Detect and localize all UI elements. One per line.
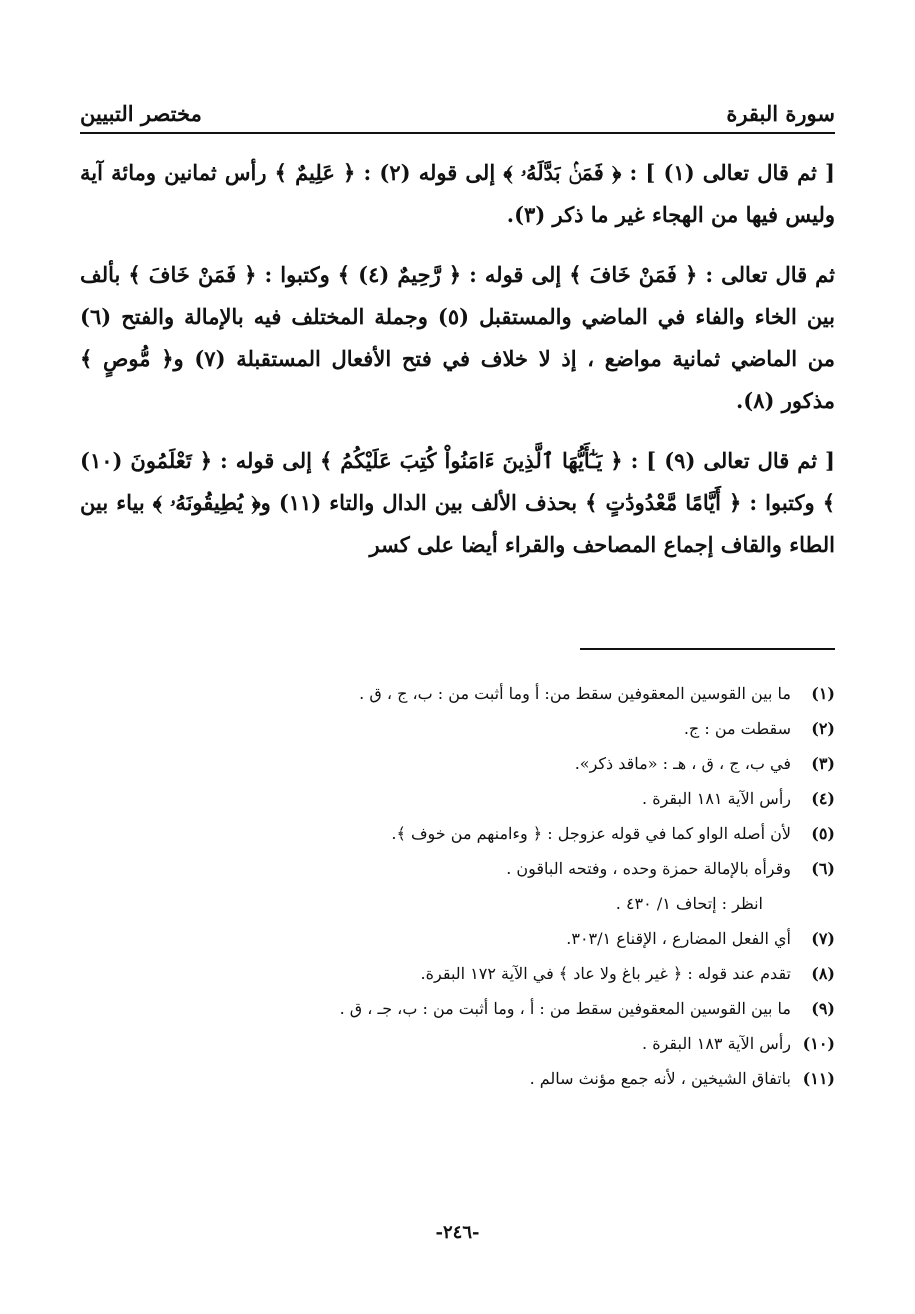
footnote-text: تقدم عند قوله : ﴿ غير باغ ولا عاد ﴾ في الآية ١٧٢ البقرة. (420, 964, 791, 983)
footnote-number: (٩) (811, 999, 835, 1018)
footnote (80, 851, 835, 886)
footnote-text: لأن أصله الواو كما في قوله عزوجل : ﴿ وءامنهم من خوف ﴾. (391, 824, 791, 843)
footnote-number: (١) (811, 684, 835, 703)
paragraph: [ ثم قال تعالى (٩) ] : ﴿ يَـٰٓأَيُّهَا ٱلَّذِينَ ءَامَنُواْ كُتِبَ عَلَيْكُمُ ﴾ إلى قوله : ﴿ تَعْلَمُونَ (١٠) ﴾ وكتبوا : ﴿ أَيَّامًا مَّعْدُودَٰتٍ ﴾ بحذف الألف بين الدال والتاء (١١) و﴿ يُطِيقُونَهُۥ ﴾ بياء بين الطاء والقاف إجماع المصاحف والقراء أيضا على كسر (80, 448, 835, 557)
footnote-text: ما بين القوسين المعقوفين سقط من : أ ، وما أثبت من : ب، جـ ، ق . (339, 999, 791, 1018)
paragraph: ثم قال تعالى : ﴿ فَمَنْ خَافَ ﴾ إلى قوله : ﴿ رَّحِيمٌ (٤) ﴾ وكتبوا : ﴿ فَمَنْ خَافَ ﴾ بألف بين الخاء والفاء في الماضي والمستقبل (٥) وجملة المختلف فيه بالإمالة والفتح (٦) من الماضي ثمانية مواضع ، إذ لا خلاف في فتح الأفعال المستقبلة (٧) و﴿ مُّوصٍ ﴾ مذكور (٨). (80, 262, 835, 413)
footnote (80, 991, 835, 1026)
footnote-text: وقرأه بالإمالة حمزة وحده ، وفتحه الباقون . (506, 859, 791, 878)
footnote-text: سقطت من : ج. (683, 719, 791, 738)
footnote (80, 1061, 835, 1096)
paragraph: [ ثم قال تعالى (١) ] : ﴿ فَمَنۢ بَدَّلَهُۥ ﴾ إلى قوله (٢) : ﴿ عَلِيمٌ ﴾ رأس ثمانين ومائة آية وليس فيها من الهجاء غير ما ذكر (٣). (80, 160, 835, 227)
footnote (80, 711, 835, 746)
footnote-text: ما بين القوسين المعقوفين سقط من: أ وما أثبت من : ب، ج ، ق . (359, 684, 791, 703)
footnote-number: (١٠) (802, 1034, 835, 1053)
book-title: مختصر التبيين (80, 101, 202, 126)
footnote-number: (٦) (811, 859, 835, 878)
footnote (80, 676, 835, 711)
footnote-number: (١١) (802, 1069, 835, 1088)
footnote-separator (580, 648, 835, 650)
footnote (80, 781, 835, 816)
footnote-number: (٣) (811, 754, 835, 773)
footnote-text: في ب، ج ، ق ، هـ : «ماقد ذكر». (574, 754, 791, 773)
footnote-number: (٢) (811, 719, 835, 738)
footnote-number: (٨) (811, 964, 835, 983)
footnote-continuation (80, 886, 835, 921)
footnote (80, 816, 835, 851)
running-header (80, 86, 835, 134)
footnote (80, 746, 835, 781)
page-number: -٢٤٦- (435, 1222, 480, 1243)
main-text (80, 152, 835, 584)
footnote-text: رأس الآية ١٨١ البقرة . (642, 789, 791, 808)
footnote-number: (٥) (811, 824, 835, 843)
footnote (80, 956, 835, 991)
footnote-number: (٤) (811, 789, 835, 808)
footnote (80, 1026, 835, 1061)
footnotes (80, 676, 835, 1096)
footnote-text: أي الفعل المضارع ، الإقناع ٣٠٣/١. (566, 929, 791, 948)
footnote-text: رأس الآية ١٨٣ البقرة . (642, 1034, 791, 1053)
footnote (80, 921, 835, 956)
footnote-text: انظر : إتحاف ١/ ٤٣٠ . (615, 894, 763, 913)
surah-title: سورة البقرة (726, 101, 835, 126)
footnote-number: (٧) (811, 929, 835, 948)
footnote-text: باتفاق الشيخين ، لأنه جمع مؤنث سالم . (529, 1069, 791, 1088)
